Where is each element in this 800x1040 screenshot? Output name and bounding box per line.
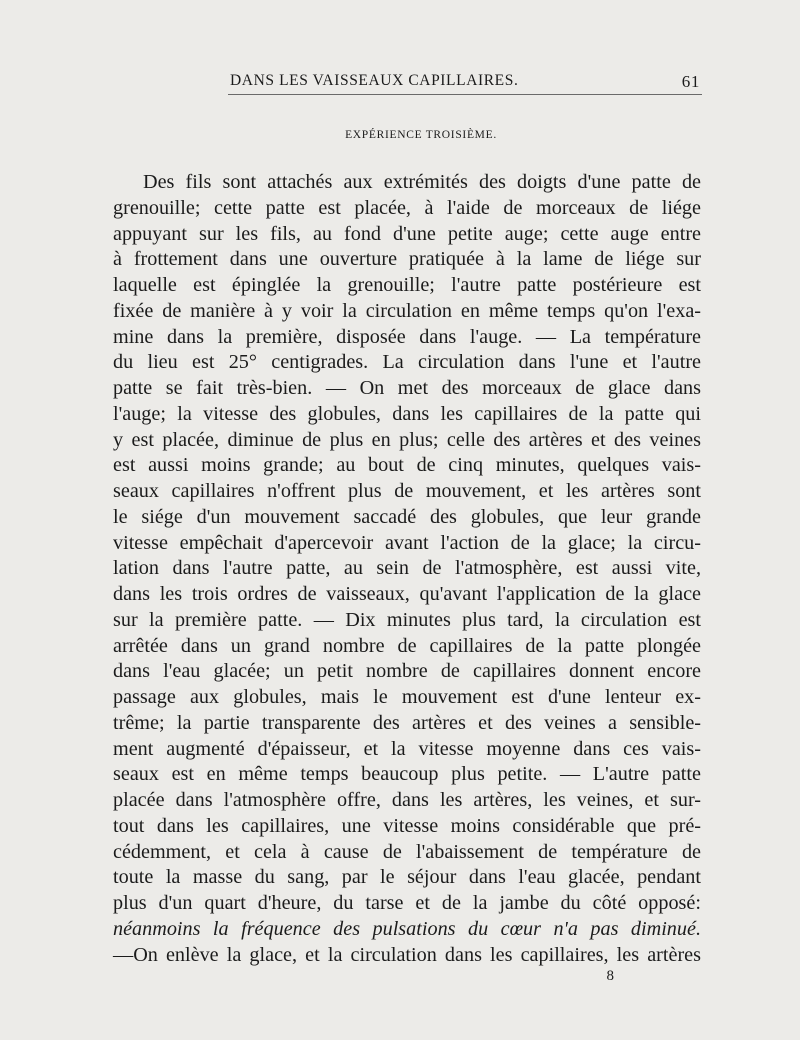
text-line: mine dans la première, disposée dans l'auge. — La température xyxy=(113,325,701,348)
text-line: toute la masse du sang, par le séjour dans l'eau glacée, pendant xyxy=(113,866,701,889)
text-line: à frottement dans une ouverture pratiquée à la lame de liége sur xyxy=(113,248,701,271)
text-line: sur la première patte. — Dix minutes plus tard, la circulation est xyxy=(113,608,701,631)
signature-mark: 8 xyxy=(606,968,614,984)
text-line: grenouille; cette patte est placée, à l'aide de morceaux de liége xyxy=(113,196,701,219)
text-line: placée dans l'atmosphère offre, dans les artères, les veines, et sur- xyxy=(113,789,701,811)
text-line: seaux capillaires n'offrent plus de mouvement, et les artères sont xyxy=(113,480,701,502)
text-line-italic: néanmoins la fréquence des pulsations du cœur n'a pas diminué. xyxy=(113,917,701,940)
section-heading: EXPÉRIENCE TROISIÈME. xyxy=(345,129,497,141)
text-line: tout dans les capillaires, une vitesse moins considérable que pré- xyxy=(113,814,701,837)
text-line: lation dans l'autre patte, au sein de l'atmosphère, est aussi vite, xyxy=(113,557,701,580)
text-line: trême; la partie transparente des artères et des veines a sensible- xyxy=(113,711,701,734)
text-line: arrêtée dans un grand nombre de capillaires de la patte plongée xyxy=(113,634,701,657)
page-number: 61 xyxy=(681,72,700,91)
header-rule xyxy=(228,94,702,95)
running-title: DANS LES VAISSEAUX CAPILLAIRES. xyxy=(230,72,519,89)
body-text xyxy=(113,170,701,968)
text-line: —On enlève la glace, et la circulation dans les capillaires, les artères xyxy=(113,943,701,966)
text-line: y est placée, diminue de plus en plus; celle des artères et des veines xyxy=(113,428,701,451)
text-line: est aussi moins grande; au bout de cinq minutes, quelques vais- xyxy=(113,454,701,477)
text-line: seaux est en même temps beaucoup plus petite. — L'autre patte xyxy=(113,763,701,786)
text-line: du lieu est 25° centigrades. La circulation dans l'une et l'autre xyxy=(113,351,701,374)
text-line: plus d'un quart d'heure, du tarse et de la jambe du côté opposé: xyxy=(113,892,701,914)
text-line: le siége d'un mouvement saccadé des globules, que leur grande xyxy=(113,505,701,528)
text-line: ment augmenté d'épaisseur, et la vitesse moyenne dans ces vais- xyxy=(113,737,701,760)
text-line: laquelle est épinglée la grenouille; l'autre patte postérieure est xyxy=(113,274,701,296)
text-line: dans les trois ordres de vaisseaux, qu'avant l'application de la glace xyxy=(113,583,701,605)
text-line: fixée de manière à y voir la circulation en même temps qu'on l'exa- xyxy=(113,299,701,322)
text-line: l'auge; la vitesse des globules, dans les capillaires de la patte qui xyxy=(113,402,701,425)
text-line: passage aux globules, mais le mouvement est d'une lenteur ex- xyxy=(113,686,701,708)
text-line: patte se fait très-bien. — On met des morceaux de glace dans xyxy=(113,377,701,399)
text-line: Des fils sont attachés aux extrémités des doigts d'une patte de xyxy=(143,171,701,193)
text-line: dans l'eau glacée; un petit nombre de capillaires donnent encore xyxy=(113,660,701,683)
text-line: cédemment, et cela à cause de l'abaissement de température de xyxy=(113,840,701,863)
text-line: vitesse empêchait d'apercevoir avant l'action de la glace; la circu- xyxy=(113,531,701,554)
text-line: appuyant sur les fils, au fond d'une petite auge; cette auge entre xyxy=(113,222,701,245)
